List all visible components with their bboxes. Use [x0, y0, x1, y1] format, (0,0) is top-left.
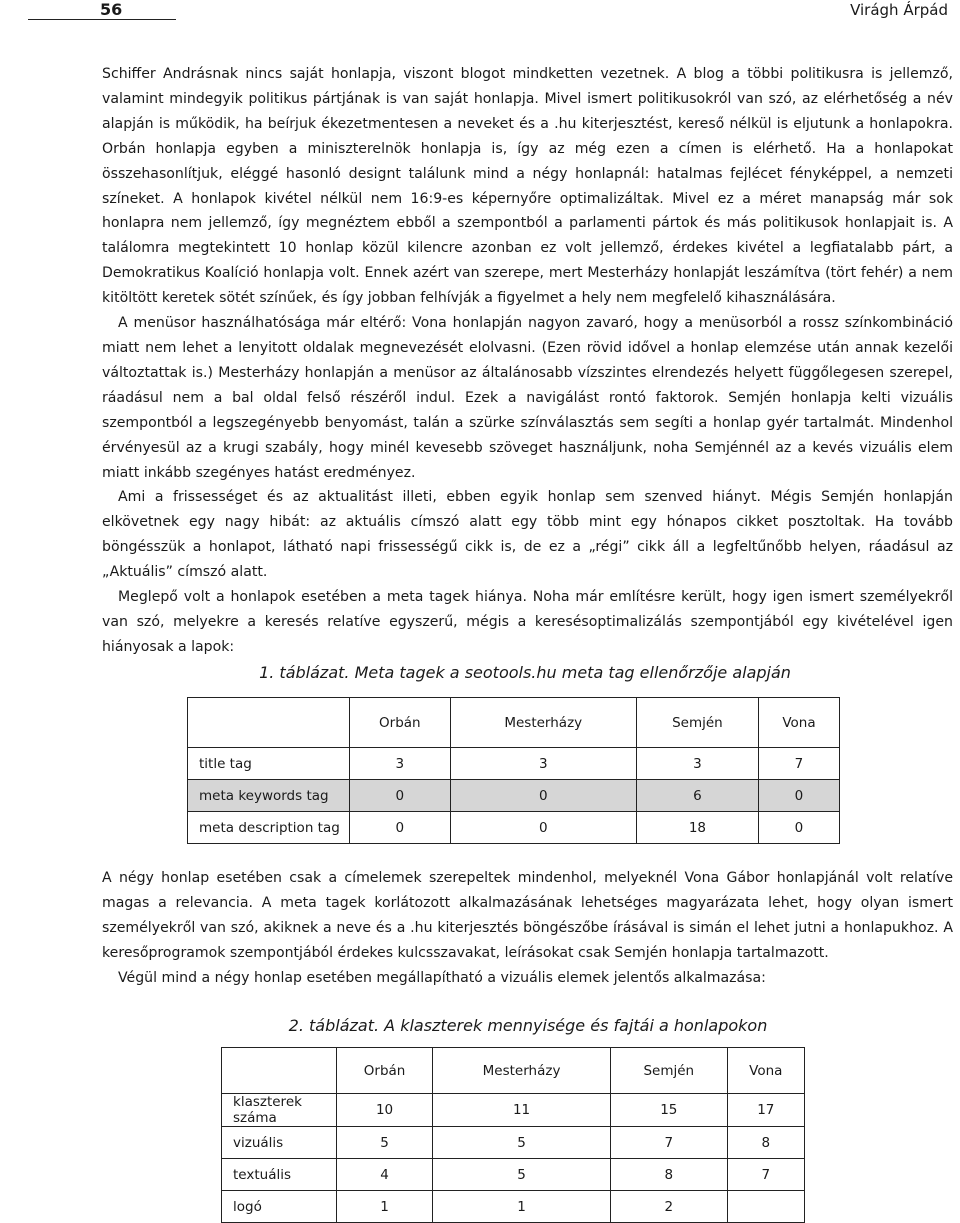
table2-caption: 2. táblázat. A klaszterek mennyisége és fajtái a honlapokon	[288, 1016, 768, 1035]
body-text-top	[102, 62, 953, 660]
paragraph-4: Meglepő volt a honlapok esetében a meta tagek hiánya. Noha már említésre került, hogy igen ismert személyekről van szó, melyekre a keresés relatíve egyszerű, mégis a keresésoptimalizálás szempontjából egy kivételével igen hiányosak a lapok:	[102, 589, 953, 655]
table-cell: 3	[450, 748, 636, 780]
table-cell: 0	[450, 780, 636, 812]
table-cell: 3	[636, 748, 758, 780]
running-head-author: Virágh Árpád	[850, 1, 948, 19]
paragraph-1: Schiffer Andrásnak nincs saját honlapja, viszont blogot mindketten vezetnek. A blog a többi politikusra is jellemző, valamint mindegyik politikus pártjának is van saját honlapja. Mivel ismert politikusokról van szó, az elérhetőség a név alapján is működik, ha beírjuk ékezetmentesen a neveket és a .hu kiterjesztést, kereső nélkül is eljutunk a honlapokra. Orbán honlapja egyben a miniszterelnök honlapja is, így az még ezen a címen is elérhető. Ha a honlapokat összehasonlítjuk, eléggé hasonló designt találunk mind a négy honlapnál: hatalmas fejlécet fényképpel, a nemzeti színeket. A honlapok kivétel nélkül nem 16:9-es képernyőre optimalizáltak. Mivel ez a méret manapság már sok honlapra nem jellemző, így megnéztem ebből a szempontból a parlamenti pártok és más politikusok honlapjait is. A találomra megtekintett 10 honlap közül kilencre azonban ez volt jellemző, érdekes kivétel a legfiatalabb párt, a Demokratikus Koalíció honlapja volt. Ennek azért van szerepe, mert Mesterházy honlapját leszámítva (tört fehér) a nem kitöltött keretek sötét színűek, és így jobban felhívják a figyelmet a hely nem megfelelő kihasználására.	[102, 66, 953, 307]
table1-caption: 1. táblázat. Meta tagek a seotools.hu meta tag ellenőrzője alapján	[259, 663, 791, 682]
table-cell: 8	[727, 1127, 804, 1159]
header-rule	[28, 19, 176, 20]
table-row	[188, 748, 840, 780]
table-cell: 0	[758, 812, 839, 844]
table-header-cell: Semjén	[636, 698, 758, 748]
table-cell: 1	[433, 1191, 611, 1223]
table-cell: 5	[433, 1159, 611, 1191]
table-cell: 0	[350, 812, 451, 844]
body-text-middle	[102, 866, 953, 991]
table-cell: 15	[611, 1094, 728, 1127]
table-cell: 6	[636, 780, 758, 812]
table-header-cell: Mesterházy	[433, 1048, 611, 1094]
table-cell: 18	[636, 812, 758, 844]
table-row	[222, 1094, 805, 1127]
table-header-row	[222, 1048, 805, 1094]
row-label: textuális	[222, 1159, 337, 1191]
table-cell: 2	[611, 1191, 728, 1223]
table-row	[188, 812, 840, 844]
table-header-cell: Vona	[758, 698, 839, 748]
table-header-cell: Orbán	[337, 1048, 433, 1094]
table-row	[188, 780, 840, 812]
table-cell	[727, 1191, 804, 1223]
table-cell: 1	[337, 1191, 433, 1223]
table-cell: 4	[337, 1159, 433, 1191]
row-label: meta keywords tag	[188, 780, 350, 812]
page-header	[0, 0, 960, 24]
row-label: meta description tag	[188, 812, 350, 844]
table-cell: 5	[337, 1127, 433, 1159]
table-header-cell	[222, 1048, 337, 1094]
table-cell: 8	[611, 1159, 728, 1191]
table-header-cell: Mesterházy	[450, 698, 636, 748]
table-header-cell	[188, 698, 350, 748]
table-header-cell: Semjén	[611, 1048, 728, 1094]
table-cell: 3	[350, 748, 451, 780]
row-label: vizuális	[222, 1127, 337, 1159]
paragraph-5: A négy honlap esetében csak a címelemek szerepeltek mindenhol, melyeknél Vona Gábor honlapjánál volt relatíve magas a relevancia. A meta tagek korlátozott alkalmazásának lehetséges magyarázata lehet, hogy olyan ismert személyekről van szó, akiknek a neve és a .hu kiterjesztés böngészőbe írásával is simán el lehet jutni a honlapukhoz. A keresőprogramok szempontjából érdekes kulcsszavakat, leírásokat csak Semjén honlapja tartalmazott.	[102, 870, 953, 961]
row-label: klaszterek száma	[222, 1094, 337, 1127]
table-cell: 10	[337, 1094, 433, 1127]
table-cell: 17	[727, 1094, 804, 1127]
row-label: title tag	[188, 748, 350, 780]
table-header-row	[188, 698, 840, 748]
table-cell: 5	[433, 1127, 611, 1159]
row-label: logó	[222, 1191, 337, 1223]
table-cell: 7	[611, 1127, 728, 1159]
paragraph-2: A menüsor használhatósága már eltérő: Vona honlapján nagyon zavaró, hogy a menüsorból a rossz színkombináció miatt nem lehet a lenyitott oldalak megnevezését elolvasni. (Ezen rövid idővel a honlap elemzése után annak kezelői változtattak is.) Mesterházy honlapján a menüsor az általánosabb vízszintes elrendezés helyett függőlegesen szerepel, ráadásul nem a bal oldal felső részéről indul. Ezek a navigálást rontó faktorok. Semjén honlapja kelti vizuális szempontból a legszegényebb benyomást, talán a szürke színválasztás sem segíti a honlap gyér tartalmát. Mindenhol érvényesül az a krugi szabály, hogy minél kevesebb szöveget használjunk, noha Semjénnél az a kevés vizuális elem miatt inkább szegényes hatást eredményez.	[102, 315, 953, 481]
table-cell: 0	[450, 812, 636, 844]
paragraph-6: Végül mind a négy honlap esetében megállapítható a vizuális elemek jelentős alkalmazása:	[118, 969, 766, 986]
meta-tag-table	[187, 697, 840, 844]
table-cell: 0	[350, 780, 451, 812]
table-header-cell: Orbán	[350, 698, 451, 748]
cluster-table	[221, 1047, 805, 1223]
table-row	[222, 1127, 805, 1159]
table-cell: 11	[433, 1094, 611, 1127]
page-number: 56	[100, 0, 123, 19]
table-row	[222, 1159, 805, 1191]
table-cell: 7	[758, 748, 839, 780]
table-cell: 0	[758, 780, 839, 812]
table-header-cell: Vona	[727, 1048, 804, 1094]
table-cell: 7	[727, 1159, 804, 1191]
paragraph-3: Ami a frissességet és az aktualitást illeti, ebben egyik honlap sem szenved hiányt. Mégis Semjén honlapján elkövetnek egy nagy hibát: az aktuális címszó alatt egy több mint egy hónapos cikket posztoltak. Ha tovább böngésszük a honlapot, látható napi frissességű cikk is, de ez a „régi” cikk áll a legfeltűnőbb helyen, ráadásul az „Aktuális” címszó alatt.	[102, 489, 953, 581]
table-row	[222, 1191, 805, 1223]
